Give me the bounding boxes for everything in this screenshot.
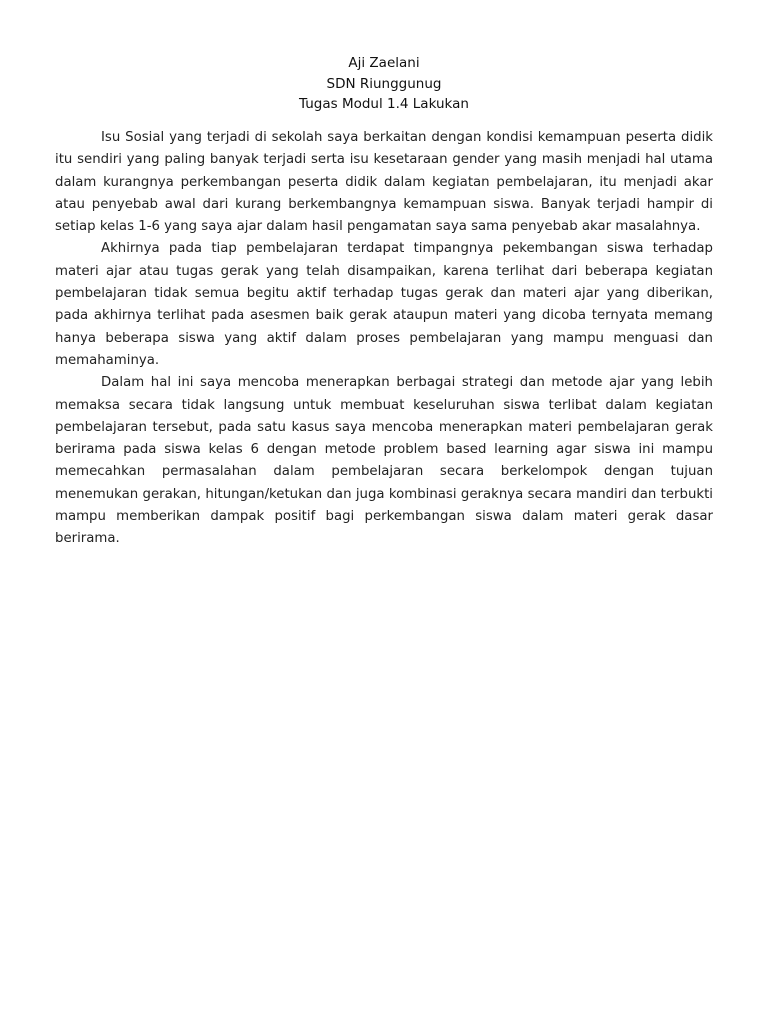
document-body [55,127,713,551]
document-title: Tugas Modul 1.4 Lakukan [299,96,469,112]
author-name: Aji Zaelani [348,55,420,71]
paragraph: Dalam hal ini saya mencoba menerapkan berbagai strategi dan metode ajar yang lebih memaksa secara tidak langsung untuk membuat keseluruhan siswa terlibat dalam kegiatan pembelajaran tersebut, pada satu kasus saya mencoba menerapkan materi pembelajaran gerak berirama pada siswa kelas 6 dengan metode problem based learning agar siswa ini mampu memecahkan permasalahan dalam pembelajaran secara berkelompok dengan tujuan menemukan gerakan, hitungan/ketukan dan juga kombinasi geraknya secara mandiri dan terbukti mampu memberikan dampak positif bagi perkembangan siswa dalam materi gerak dasar berirama. [55,375,713,547]
paragraph: Isu Sosial yang terjadi di sekolah saya berkaitan dengan kondisi kemampuan peserta didik itu sendiri yang paling banyak terjadi serta isu kesetaraan gender yang masih menjadi hal utama dalam kurangnya perkembangan peserta didik dalam kegiatan pembelajaran, itu menjadi akar atau penyebab awal dari kurang berkembangnya kemampuan siswa. Banyak terjadi hampir di setiap kelas 1-6 yang saya ajar dalam hasil pengamatan saya sama penyebab akar masalahnya. [55,130,713,235]
school-name: SDN Riunggunug [326,75,442,92]
document-header [0,53,768,115]
paragraph: Akhirnya pada tiap pembelajaran terdapat timpangnya pekembangan siswa terhadap materi ajar atau tugas gerak yang telah disampaikan, karena terlihat dari beberapa kegiatan pembelajaran tidak semua begitu aktif terhadap tugas gerak dan materi ajar yang diberikan, pada akhirnya terlihat pada asesmen baik gerak ataupun materi yang dicoba ternyata memang hanya beberapa siswa yang aktif dalam proses pembelajaran yang mampu menguasi dan memahaminya. [55,241,713,368]
